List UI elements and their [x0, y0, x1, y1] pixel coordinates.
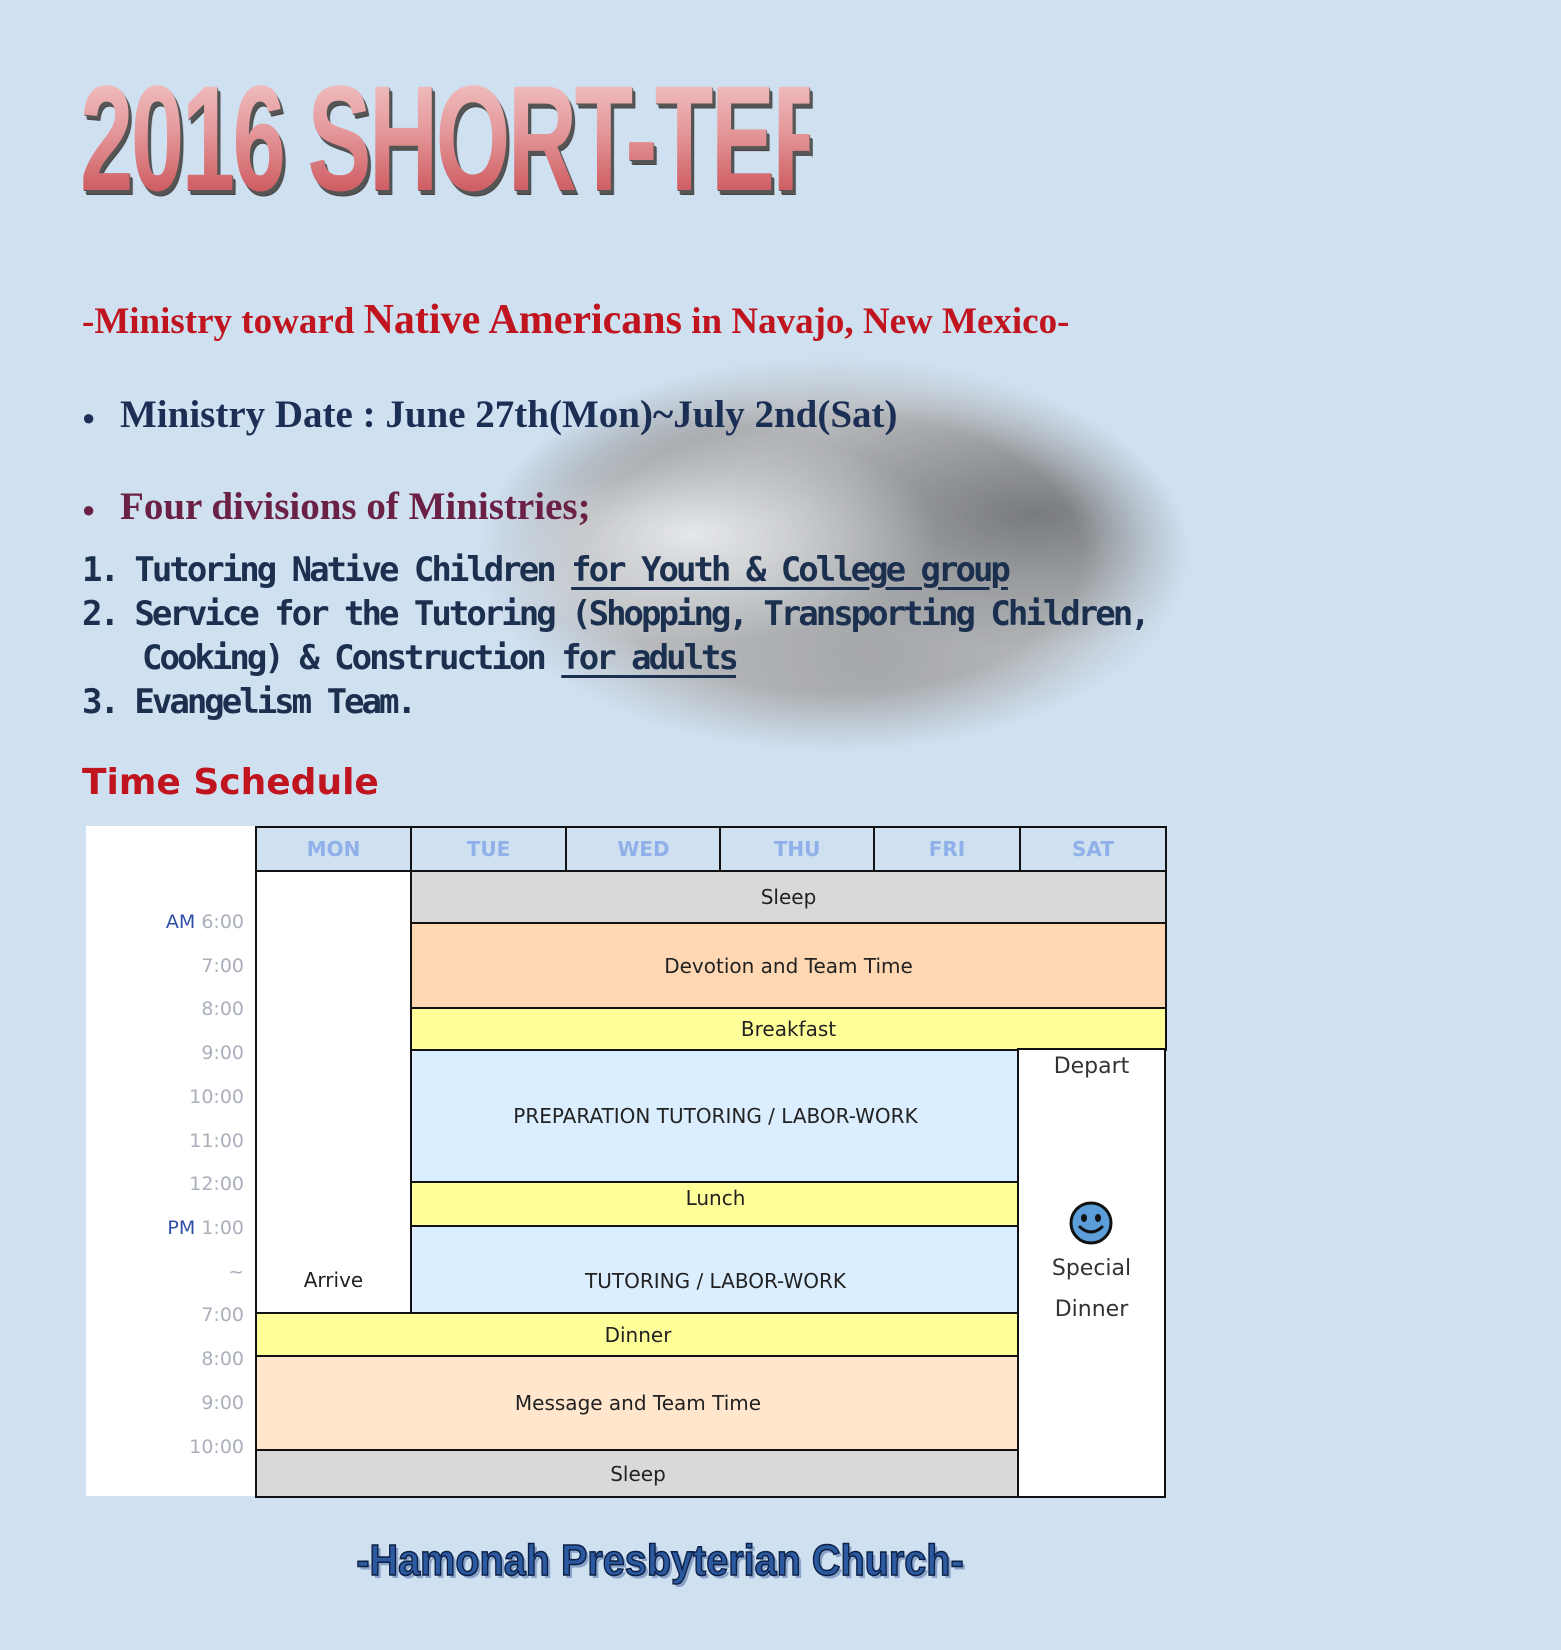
am-label: AM [165, 911, 196, 933]
time-value: 6:00 [201, 911, 244, 933]
poster-title: 2016 SHORT-TERM MISSION TRIP [80, 48, 810, 228]
message-block: Message and Team Time [255, 1355, 1021, 1451]
list-item-text: 1. Tutoring Native Children [82, 550, 572, 590]
time-label: 11:00 [189, 1130, 244, 1152]
subtitle-part2: Native Americans [363, 297, 683, 343]
depart-label: Depart [1053, 1054, 1130, 1079]
time-label: 7:00 [201, 1304, 244, 1326]
divisions-heading: Four divisions of Ministries; [120, 485, 591, 528]
time-label: 8:00 [201, 1348, 244, 1370]
day-header-mon: MON [255, 826, 412, 872]
smiley-icon [1068, 1200, 1114, 1246]
sleep-bottom-block: Sleep [255, 1449, 1021, 1498]
list-item-text: Cooking) & Construction [142, 638, 562, 678]
time-label: 10:00 [189, 1436, 244, 1458]
day-header-sat: SAT [1019, 826, 1167, 872]
divisions-list [82, 548, 1262, 724]
day-header-wed: WED [565, 826, 722, 872]
subtitle-part1: -Ministry toward [82, 301, 364, 342]
prep-block: PREPARATION TUTORING / LABOR-WORK [410, 1049, 1021, 1183]
schedule-heading: Time Schedule [82, 762, 379, 803]
tutoring-block: TUTORING / LABOR-WORK [410, 1225, 1021, 1314]
bullet-icon: ● [82, 497, 96, 523]
time-label: 7:00 [201, 955, 244, 977]
divisions-bullet [82, 484, 591, 529]
day-header-thu: THU [719, 826, 875, 872]
list-item [82, 680, 1262, 724]
arrive-block [255, 870, 412, 1314]
subtitle-part3: in Navajo, New Mexico- [682, 301, 1070, 342]
list-item-text: 2. Service for the Tutoring (Shopping, Transporting Children, [82, 594, 1148, 634]
time-label: 9:00 [201, 1042, 244, 1064]
time-value: 1:00 [201, 1217, 244, 1239]
list-item-text: 3. Evangelism Team. [82, 682, 414, 722]
time-label: ~ [228, 1261, 244, 1283]
dinner-block: Dinner [255, 1312, 1021, 1357]
time-label: 9:00 [201, 1392, 244, 1414]
list-item-underlined: for adults [561, 638, 736, 678]
church-name: -Hamonah Presbyterian Church- [356, 1536, 964, 1585]
special-dinner-label: Dinner [1054, 1297, 1129, 1322]
poster-subtitle [82, 296, 1262, 344]
time-label: 12:00 [189, 1173, 244, 1195]
list-item [82, 592, 1262, 636]
day-header-fri: FRI [873, 826, 1021, 872]
list-item-underlined: for Youth & College group [571, 550, 1008, 590]
ministry-date: Ministry Date : June 27th(Mon)~July 2nd(Sat) [120, 393, 898, 436]
list-item [82, 548, 1262, 592]
lunch-block: Lunch [410, 1181, 1021, 1227]
devotion-block: Devotion and Team Time [410, 922, 1167, 1009]
sleep-top-block: Sleep [410, 870, 1167, 924]
special-label: Special [1051, 1256, 1132, 1281]
list-item-continued [82, 636, 1262, 680]
arrive-label: Arrive [303, 1268, 364, 1292]
breakfast-block: Breakfast [410, 1007, 1167, 1051]
pm-label: PM [167, 1217, 196, 1239]
time-label: 10:00 [189, 1086, 244, 1108]
time-label [94, 1217, 244, 1239]
time-label [94, 911, 244, 933]
ministry-date-bullet [82, 392, 898, 437]
time-label: 8:00 [201, 998, 244, 1020]
bullet-icon: ● [82, 405, 96, 431]
day-header-tue: TUE [410, 826, 567, 872]
